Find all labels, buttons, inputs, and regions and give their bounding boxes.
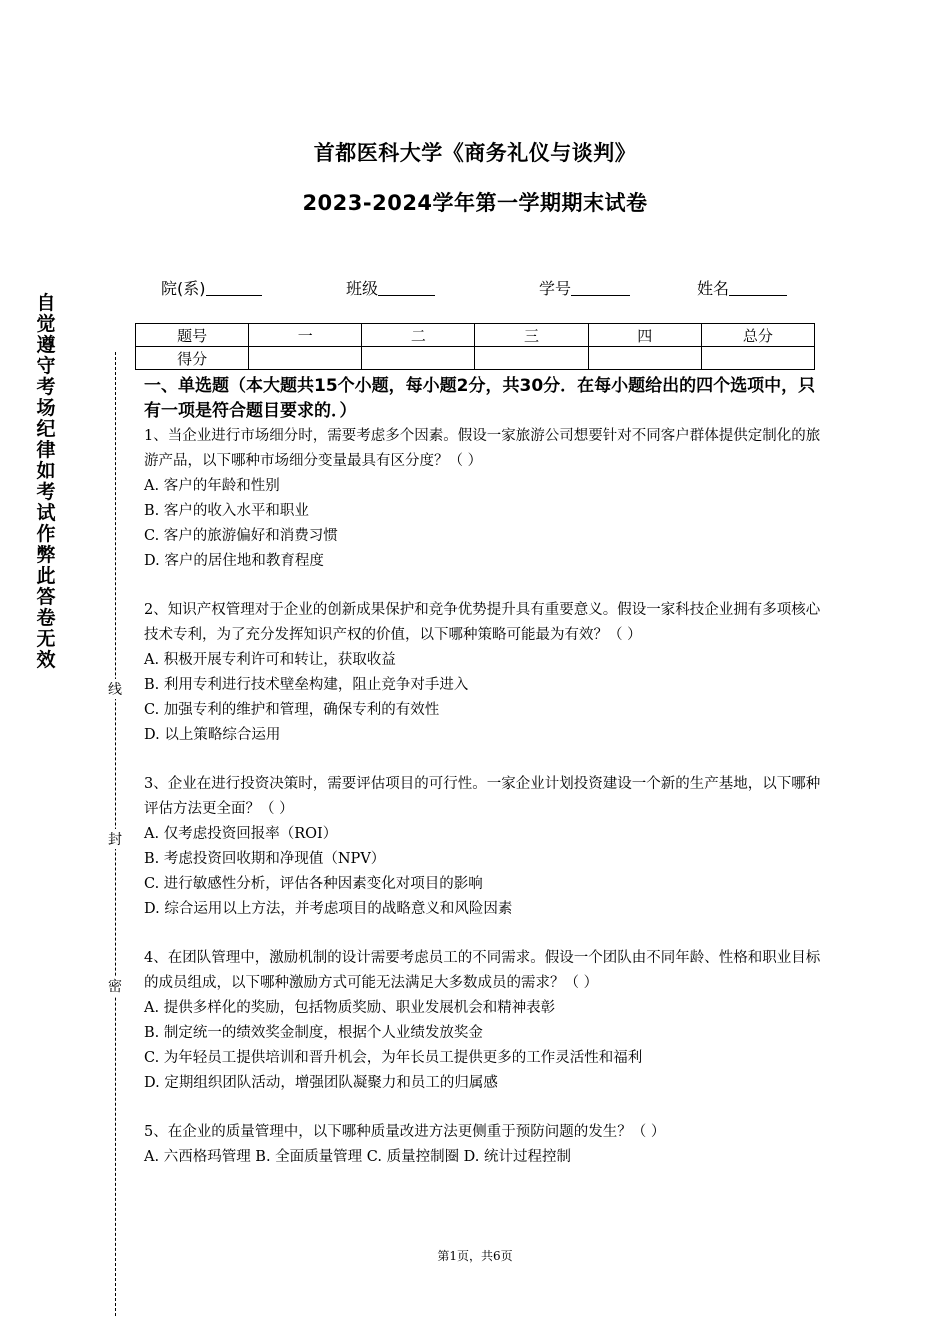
score-cell: 二 (362, 324, 475, 347)
answer-option[interactable]: A. 仅考虑投资回报率（ROI） (144, 826, 338, 842)
score-cell: 一 (249, 324, 362, 347)
score-input-cell[interactable] (701, 347, 814, 370)
line-label: 线 (106, 679, 124, 699)
score-table (135, 323, 815, 370)
answer-option[interactable]: B. 考虑投资回收期和净现值（NPV） (144, 851, 386, 867)
score-input-cell[interactable] (475, 347, 588, 370)
class-label: 班级 (346, 279, 379, 298)
answer-option[interactable]: D. 客户的居住地和教育程度 (144, 553, 324, 569)
answer-option[interactable]: B. 制定统一的绩效奖金制度，根据个人业绩发放奖金 (144, 1025, 483, 1041)
score-input-cell[interactable] (588, 347, 701, 370)
answer-option[interactable]: B. 利用专利进行技术壁垒构建，阻止竞争对手进入 (144, 677, 469, 693)
section-heading: 一、单选题（本大题共15个小题，每小题2分，共30分．在每小题给出的四个选项中，只有一项是符合题目要求的．） (144, 376, 816, 421)
score-input-cell[interactable] (249, 347, 362, 370)
score-cell: 四 (588, 324, 701, 347)
question-stem: 5、在企业的质量管理中，以下哪种质量改进方法更侧重于预防问题的发生？（ ） (144, 1124, 666, 1140)
question-stem: 2、知识产权管理对于企业的创新成果保护和竞争优势提升具有重要意义。假设一家科技企业拥有多项核心技术专利，为了充分发挥知识产权的价值，以下哪种策略可能最为有效？（ ） (144, 602, 821, 643)
class-field (346, 276, 435, 299)
question-stem: 4、在团队管理中，激励机制的设计需要考虑员工的不同需求。假设一个团队由不同年龄、性格和职业目标的成员组成，以下哪种激励方式可能无法满足大多数成员的需求？（ ） (144, 950, 821, 991)
score-cell: 三 (475, 324, 588, 347)
answer-option[interactable]: B. 客户的收入水平和职业 (144, 503, 309, 519)
question-list (144, 424, 824, 1170)
student-id-label: 学号 (539, 279, 572, 298)
exam-subtitle: 2023-2024学年第一学期期末试卷 (302, 191, 648, 215)
exam-content (144, 374, 824, 1170)
dept-label: 院(系) (161, 279, 206, 298)
question-block (144, 1120, 824, 1170)
score-cell: 总分 (701, 324, 814, 347)
score-table-header-row (136, 324, 815, 347)
answer-option[interactable]: D. 以上策略综合运用 (144, 727, 281, 743)
question-block (144, 946, 824, 1096)
name-field (697, 276, 787, 299)
dept-field (161, 276, 262, 299)
question-stem: 1、当企业进行市场细分时，需要考虑多个因素。假设一家旅游公司想要针对不同客户群体提供定制化的旅游产品，以下哪种市场细分变量最具有区分度？（ ） (144, 428, 821, 469)
score-cell: 题号 (136, 324, 249, 347)
answer-option[interactable]: C. 加强专利的维护和管理，确保专利的有效性 (144, 702, 440, 718)
class-blank[interactable] (378, 279, 435, 296)
question-block (144, 424, 824, 574)
answer-option[interactable]: C. 进行敏感性分析，评估各种因素变化对项目的影响 (144, 876, 483, 892)
score-input-cell[interactable] (362, 347, 475, 370)
answer-option[interactable]: A. 客户的年龄和性别 (144, 478, 280, 494)
secret-label: 密 (106, 976, 124, 996)
name-label: 姓名 (697, 279, 730, 298)
answer-option[interactable]: D. 定期组织团队活动，增强团队凝聚力和员工的归属感 (144, 1075, 498, 1091)
name-blank[interactable] (729, 279, 787, 296)
question-stem: 3、企业在进行投资决策时，需要评估项目的可行性。一家企业计划投资建设一个新的生产基地，以下哪种评估方法更全面？（ ） (144, 776, 821, 817)
question-block (144, 598, 824, 748)
answer-option[interactable]: A. 积极开展专利许可和转让，获取收益 (144, 652, 396, 668)
answer-option[interactable]: D. 综合运用以上方法，并考虑项目的战略意义和风险因素 (144, 901, 513, 917)
answer-option[interactable]: A. 提供多样化的奖励，包括物质奖励、职业发展机会和精神表彰 (144, 1000, 556, 1016)
question-block (144, 772, 824, 922)
answer-option[interactable]: C. 为年轻员工提供培训和晋升机会，为年长员工提供更多的工作灵活性和福利 (144, 1050, 643, 1066)
student-id-blank[interactable] (571, 279, 630, 296)
exam-title: 首都医科大学《商务礼仪与谈判》 (313, 141, 637, 165)
student-id-field (539, 276, 630, 299)
answer-option[interactable]: C. 客户的旅游偏好和消费习惯 (144, 528, 338, 544)
score-table-score-row (136, 347, 815, 370)
answer-option[interactable]: A. 六西格玛管理 B. 全面质量管理 C. 质量控制圈 D. 统计过程控制 (144, 1149, 572, 1165)
page-footer: 第1页，共6页 (437, 1249, 513, 1263)
seal-label: 封 (106, 829, 124, 849)
score-row-label: 得分 (136, 347, 249, 370)
dept-blank[interactable] (206, 279, 262, 296)
side-notice: 自 觉 遵 守 考 场 纪 律 如 考 试 作 弊 此 答 卷 无 效 (36, 292, 56, 671)
